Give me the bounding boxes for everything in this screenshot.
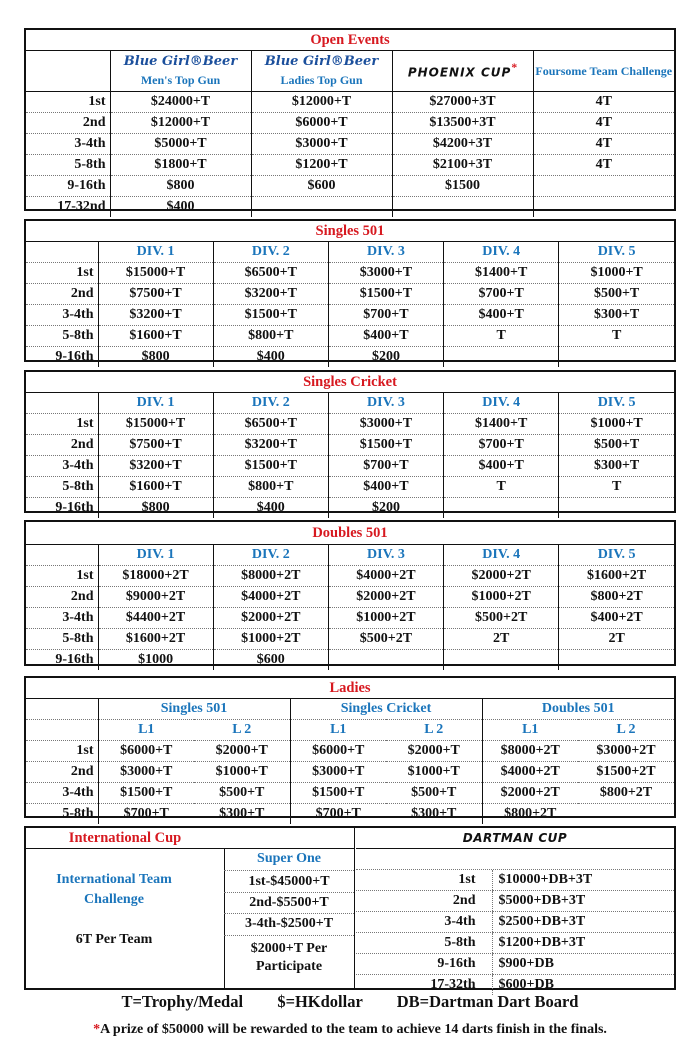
placing-label: 9-16th: [55, 349, 94, 364]
prize-cell: [559, 498, 674, 519]
prize-cell: $500+2T: [328, 629, 443, 650]
div-label: DIV. 2: [213, 393, 328, 414]
blue-girl-beer-logo: Blue Girl®Beer: [123, 54, 238, 69]
div-label: DIV. 1: [98, 393, 213, 414]
prize-cell: $1000+2T: [444, 587, 559, 608]
prize-cell: $7500+T: [98, 435, 213, 456]
prize-cell: $2000+2T: [482, 783, 578, 804]
trophy-legend: T=Trophy/Medal: [121, 992, 244, 1011]
div-label: DIV. 1: [98, 242, 213, 263]
prize-cell: 2T: [559, 629, 674, 650]
prize-cell: 4T: [533, 134, 674, 155]
footnote-text: A prize of $50000 will be rewarded to the team to achieve 14 darts finish in the finals.: [100, 1022, 607, 1037]
dartman-row: [356, 870, 674, 891]
table-row: [26, 587, 674, 608]
prize-cell: $800+2T: [482, 804, 578, 825]
prize-cell: $18000+2T: [98, 566, 213, 587]
doubles-501-table: [24, 520, 676, 666]
prize-cell: $15000+T: [98, 414, 213, 435]
prize-cell: $6000+T: [290, 741, 386, 762]
prize-cell: $10000+DB+3T: [492, 870, 674, 891]
table-row: [26, 762, 674, 783]
placing-label: 3-4th: [26, 305, 98, 326]
div-label: DIV. 4: [444, 393, 559, 414]
table-row: [26, 741, 674, 762]
open-events-title: Open Events: [26, 30, 674, 51]
div-label: DIV. 5: [559, 242, 674, 263]
prize-cell: $3200+T: [213, 284, 328, 305]
table-row: [26, 263, 674, 284]
singles-501-title: Singles 501: [26, 221, 674, 242]
prize-cell: $3000+T: [251, 134, 392, 155]
prize-cell: $1600+2T: [559, 566, 674, 587]
prize-cell: $1500+T: [290, 783, 386, 804]
prize-cell: $700+T: [328, 456, 443, 477]
doubles-501-title: Doubles 501: [26, 522, 674, 545]
prize-cell: $400: [110, 197, 251, 218]
prize-cell: $12000+T: [110, 113, 251, 134]
prize-cell: $600: [213, 650, 328, 671]
table-row: [26, 134, 674, 155]
legend: [0, 992, 700, 1012]
placing-label: 5-8th: [26, 155, 110, 176]
placing-label: 9-16th: [356, 954, 492, 975]
prize-cell: $1000+T: [386, 762, 482, 783]
prize-cell: $3000+T: [290, 762, 386, 783]
prize-cell: $1500+T: [213, 456, 328, 477]
six-t-per-team-label: 6T Per Team: [75, 932, 153, 947]
placing-label: 2nd: [26, 113, 110, 134]
prize-cell: $800: [98, 347, 213, 368]
dartman-row: [356, 954, 674, 975]
prize-cell: $6500+T: [213, 263, 328, 284]
prize-cell: $700+T: [444, 284, 559, 305]
div-label: DIV. 5: [559, 393, 674, 414]
placing-label: 5-8th: [26, 477, 98, 498]
prize-cell: $1800+T: [110, 155, 251, 176]
placing-label: 3-4th: [26, 783, 98, 804]
table-row: [26, 456, 674, 477]
prize-cell: $4200+3T: [392, 134, 533, 155]
prize-cell: $2000+2T: [328, 587, 443, 608]
prize-cell: $6000+T: [98, 741, 194, 762]
ladies-table: [24, 676, 676, 821]
div-label: DIV. 2: [213, 242, 328, 263]
placing-label: 1st: [26, 741, 98, 762]
table-row: [26, 92, 674, 113]
ladies-top-gun-label: Ladies Top Gun: [280, 73, 363, 87]
blue-girl-beer-logo: Blue Girl®Beer: [264, 54, 379, 69]
prize-cell: $2100+3T: [392, 155, 533, 176]
prize-cell: $800+T: [213, 326, 328, 347]
prize-cell: $4000+2T: [213, 587, 328, 608]
table-row: [26, 629, 674, 650]
level-label: L 2: [386, 720, 482, 741]
placing-label: 17-32nd: [57, 199, 106, 214]
prize-cell: $700+T: [444, 435, 559, 456]
prize-cell: $700+T: [98, 804, 194, 825]
prize-cell: $500+2T: [444, 608, 559, 629]
prize-cell: [328, 650, 443, 671]
placing-label: 1st: [356, 870, 492, 891]
prize-cell: $800: [98, 498, 213, 519]
prize-cell: [559, 347, 674, 368]
placing-label: 5-8th: [26, 629, 98, 650]
prize-cell: $2000+T: [194, 741, 290, 762]
prize-cell: $3000+T: [98, 762, 194, 783]
prize-cell: $800+T: [213, 477, 328, 498]
phoenix-cup-logo: PHOENIX CUP: [407, 65, 512, 80]
prize-cell: $200: [328, 498, 443, 519]
prize-cell: $4000+2T: [482, 762, 578, 783]
prize-cell: $3200+T: [98, 456, 213, 477]
prize-cell: $5000+DB+3T: [492, 891, 674, 912]
table-row: [26, 347, 674, 368]
level-label: L1: [482, 720, 578, 741]
prize-cell: $500+T: [194, 783, 290, 804]
footnote: [0, 1022, 700, 1038]
table-row: [26, 155, 674, 176]
prize-cell: $800+2T: [578, 783, 674, 804]
prize-cell: $24000+T: [110, 92, 251, 113]
table-row: [26, 176, 674, 197]
prize-cell: $8000+2T: [482, 741, 578, 762]
placing-label: 5-8th: [356, 933, 492, 954]
placing-label: 9-16th: [26, 176, 110, 197]
dartman-row: [356, 933, 674, 954]
dartman-row: [356, 891, 674, 912]
placing-label: 2nd: [26, 587, 98, 608]
prize-cell: $500+T: [386, 783, 482, 804]
prize-cell: $300+T: [411, 806, 457, 821]
prize-cell: $400+T: [328, 477, 443, 498]
prize-cell: $1600+T: [98, 477, 213, 498]
prize-cell: $5000+T: [110, 134, 251, 155]
prize-cell: [444, 347, 559, 368]
prize-cell: $7500+T: [98, 284, 213, 305]
placing-label: 3-4th: [26, 456, 98, 477]
super-one-prize-1st: 1st-$45000+T: [248, 874, 330, 889]
prize-cell: $400+2T: [559, 608, 674, 629]
open-events-table: [24, 28, 676, 214]
div-label: DIV. 3: [328, 242, 443, 263]
prize-cell: $4400+2T: [98, 608, 213, 629]
prize-cell: $1500+T: [213, 305, 328, 326]
prize-cell: 4T: [533, 113, 674, 134]
prize-cell: $9000+2T: [98, 587, 213, 608]
table-row: [26, 326, 674, 347]
prize-cell: T: [559, 477, 674, 498]
mens-top-gun-label: Men's Top Gun: [140, 73, 221, 87]
prize-cell: $700+T: [328, 305, 443, 326]
ladies-group-label: Singles 501: [98, 699, 290, 720]
dartman-cup-panel: [356, 828, 674, 992]
table-row: [26, 284, 674, 305]
division-header-row: [26, 242, 674, 263]
prize-cell: $2000+2T: [213, 608, 328, 629]
prize-cell: $1200+T: [251, 155, 392, 176]
table-row: [26, 113, 674, 134]
dartman-cup-logo: DARTMAN CUP: [462, 831, 568, 845]
prize-cell: $1500+T: [328, 435, 443, 456]
international-team-challenge-label: International Team Challenge: [56, 872, 172, 907]
table-row: [26, 783, 674, 804]
ladies-title: Ladies: [26, 678, 674, 699]
prize-cell: $12000+T: [251, 92, 392, 113]
placing-label: 17-32th: [430, 977, 476, 992]
prize-cell: $200: [328, 347, 443, 368]
placing-label: 5-8th: [26, 326, 98, 347]
div-label: DIV. 3: [328, 545, 443, 566]
table-row: [26, 608, 674, 629]
prize-cell: $500+T: [559, 435, 674, 456]
prize-cell: $1000+2T: [328, 608, 443, 629]
table-row: [26, 435, 674, 456]
div-label: DIV. 1: [98, 545, 213, 566]
ladies-group-label: Doubles 501: [482, 699, 674, 720]
singles-501-table: [24, 219, 676, 362]
placing-label: 5-8th: [62, 806, 94, 821]
prize-cell: $6000+T: [251, 113, 392, 134]
table-row: [26, 650, 674, 671]
prize-cell: $3000+T: [328, 414, 443, 435]
prize-cell: $1000+T: [559, 263, 674, 284]
foursome-team-challenge-label: Foursome Team Challenge: [535, 64, 673, 78]
level-label: L1: [98, 720, 194, 741]
prize-cell: $2000+2T: [444, 566, 559, 587]
prize-cell: $400+T: [444, 456, 559, 477]
footnote-star: *: [93, 1022, 101, 1037]
prize-cell: $600+DB: [492, 975, 674, 996]
placing-label: 3-4th: [26, 134, 110, 155]
prize-cell: [444, 498, 559, 519]
prize-cell: [578, 804, 674, 825]
placing-label: 2nd: [26, 435, 98, 456]
prize-cell: $1400+T: [444, 263, 559, 284]
prize-cell: [251, 197, 392, 218]
dollar-legend: $=HKdollar: [277, 992, 363, 1011]
prize-cell: $27000+3T: [392, 92, 533, 113]
placing-label: 9-16th: [55, 500, 94, 515]
ladies-group-label: Singles Cricket: [290, 699, 482, 720]
div-label: DIV. 2: [213, 545, 328, 566]
singles-cricket-table: [24, 370, 676, 513]
placing-label: 1st: [26, 263, 98, 284]
table-row: [26, 414, 674, 435]
international-cup-panel: [26, 828, 355, 988]
dart-board-legend: DB=Dartman Dart Board: [396, 992, 579, 1011]
prize-cell: $1200+DB+3T: [492, 933, 674, 954]
table-row: [26, 804, 674, 825]
prize-cell: [533, 176, 674, 197]
prize-cell: $1500: [392, 176, 533, 197]
prize-cell: [444, 650, 559, 671]
prize-cell: $3200+T: [98, 305, 213, 326]
table-row: [26, 566, 674, 587]
prize-cell: $1000+2T: [213, 629, 328, 650]
phoenix-star-mark: *: [511, 61, 518, 75]
placing-label: 3-4th: [26, 608, 98, 629]
prize-cell: $2500+DB+3T: [492, 912, 674, 933]
div-label: DIV. 5: [559, 545, 674, 566]
placing-label: 3-4th: [356, 912, 492, 933]
prize-cell: $3200+T: [213, 435, 328, 456]
placing-label: 2nd: [356, 891, 492, 912]
prize-cell: $400: [213, 347, 328, 368]
placing-label: 9-16th: [55, 652, 94, 667]
prize-cell: $400: [213, 498, 328, 519]
super-one-label: Super One: [257, 851, 321, 866]
prize-cell: $1000+T: [194, 762, 290, 783]
div-label: DIV. 4: [444, 545, 559, 566]
div-label: DIV. 3: [328, 393, 443, 414]
placing-label: 1st: [26, 566, 98, 587]
prize-cell: $300+T: [219, 806, 265, 821]
prize-cell: $700+T: [290, 804, 386, 825]
prize-cell: $3000+2T: [578, 741, 674, 762]
prize-cell: $600: [251, 176, 392, 197]
level-label: L 2: [194, 720, 290, 741]
prize-cell: $300+T: [559, 456, 674, 477]
table-row: [26, 477, 674, 498]
table-row: [26, 305, 674, 326]
level-label: L1: [290, 720, 386, 741]
prize-cell: $1000: [98, 650, 213, 671]
prize-cell: $500+T: [559, 284, 674, 305]
placing-label: 1st: [26, 414, 98, 435]
prize-cell: [559, 650, 674, 671]
prize-cell: $1400+T: [444, 414, 559, 435]
prize-cell: $1500+T: [98, 783, 194, 804]
div-label: DIV. 4: [444, 242, 559, 263]
prize-cell: $800+2T: [559, 587, 674, 608]
prize-cell: T: [559, 326, 674, 347]
prize-cell: $400+T: [444, 305, 559, 326]
prize-cell: $13500+3T: [392, 113, 533, 134]
prize-cell: $1500+2T: [578, 762, 674, 783]
prize-cell: $900+DB: [492, 954, 674, 975]
division-header-row: [26, 545, 674, 566]
prize-cell: 4T: [533, 155, 674, 176]
prize-cell: T: [444, 477, 559, 498]
super-one-prize-2nd: 2nd-$5500+T: [249, 895, 329, 910]
placing-label: 1st: [26, 92, 110, 113]
prize-cell: 2T: [444, 629, 559, 650]
table-row: [26, 197, 674, 218]
international-cup-title: International Cup: [26, 828, 224, 849]
prize-cell: [392, 197, 533, 218]
placing-label: 2nd: [26, 284, 98, 305]
prize-cell: $6500+T: [213, 414, 328, 435]
prize-cell: $2000+T: [386, 741, 482, 762]
prize-cell: 4T: [533, 92, 674, 113]
dartman-row: [356, 912, 674, 933]
prize-cell: $300+T: [559, 305, 674, 326]
prize-cell: $1000+T: [559, 414, 674, 435]
singles-cricket-title: Singles Cricket: [26, 372, 674, 393]
placing-label: 2nd: [26, 762, 98, 783]
prize-cell: $1600+2T: [98, 629, 213, 650]
prize-cell: T: [444, 326, 559, 347]
international-dartman-table: [24, 826, 676, 990]
prize-cell: $1500+T: [328, 284, 443, 305]
table-row: [26, 498, 674, 519]
level-label: L 2: [578, 720, 674, 741]
prize-cell: $8000+2T: [213, 566, 328, 587]
prize-cell: [533, 197, 674, 218]
prize-cell: $15000+T: [98, 263, 213, 284]
division-header-row: [26, 393, 674, 414]
prize-cell: $1600+T: [98, 326, 213, 347]
prize-cell: $400+T: [328, 326, 443, 347]
per-participate-prize: $2000+T Per Participate: [250, 941, 328, 974]
prize-cell: $3000+T: [328, 263, 443, 284]
prize-cell: $800: [110, 176, 251, 197]
super-one-prize-3-4th: 3-4th-$2500+T: [244, 916, 334, 931]
prize-cell: $4000+2T: [328, 566, 443, 587]
